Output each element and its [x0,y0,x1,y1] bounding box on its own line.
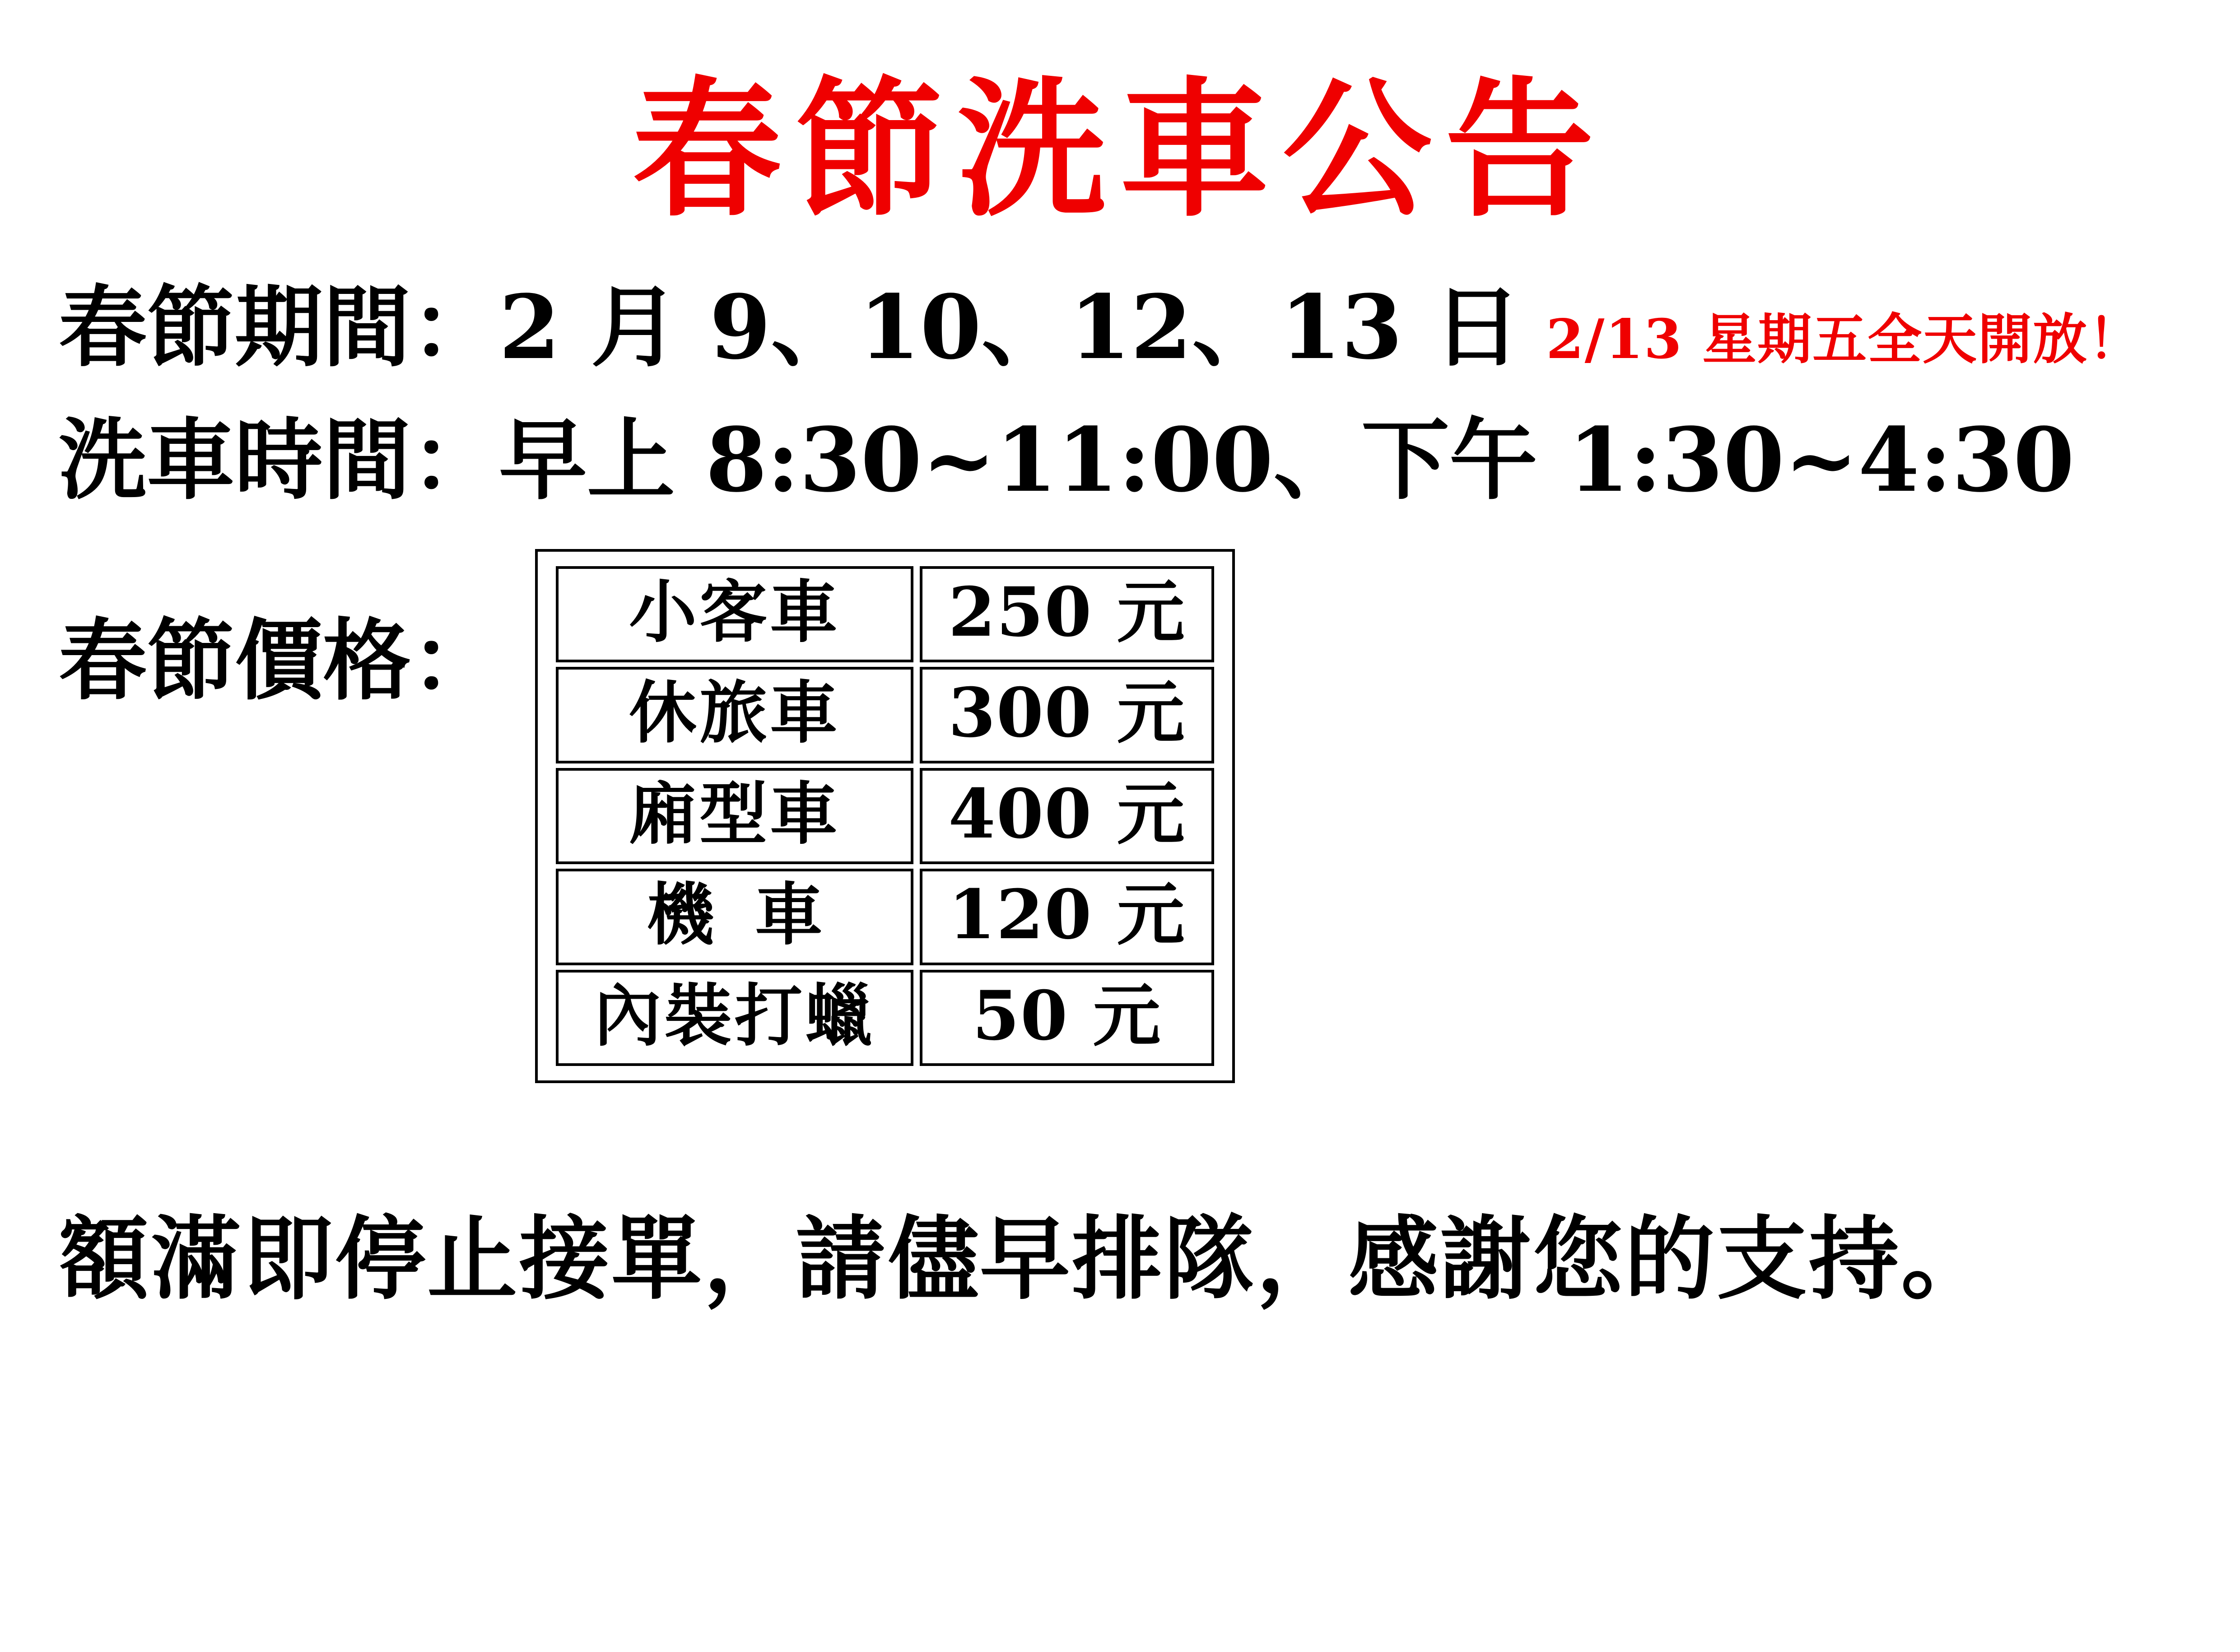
price-item-value: 50 元 [920,970,1214,1066]
price-item-name: 小客車 [556,566,913,663]
price-block [0,549,2240,1084]
table-row [556,566,1214,663]
price-item-name: 廂型車 [556,768,913,865]
price-table [550,562,1220,1071]
price-label: 春節價格： [59,608,499,712]
table-row [556,667,1214,763]
poster-root [0,62,2240,1652]
period-value: 2 月 9、10、12、13 日 [499,275,1522,379]
price-item-value: 120 元 [920,869,1214,965]
price-item-name: 機車 [556,869,913,965]
price-table-frame [535,549,1235,1084]
price-item-value: 300 元 [920,667,1214,763]
period-line [0,272,2240,382]
table-row [556,768,1214,865]
period-label: 春節期間： [59,275,499,379]
period-note: 2/13 星期五全天開放！ [1546,307,2143,371]
hours-label: 洗車時間： [59,408,499,512]
price-item-value: 400 元 [920,768,1214,865]
price-item-name: 內裝打蠟 [556,970,913,1066]
price-item-value: 250 元 [920,566,1214,663]
hours-line [0,405,2240,515]
table-row [556,970,1214,1066]
table-row [556,869,1214,965]
page-title: 春節洗車公告 [632,62,1608,237]
footer-note: 額滿即停止接單，請儘早排隊，感謝您的支持。 [59,1206,1993,1312]
price-item-name: 休旅車 [556,667,913,763]
hours-value: 早上 8:30~11:00、下午 1:30~4:30 [499,408,2075,512]
